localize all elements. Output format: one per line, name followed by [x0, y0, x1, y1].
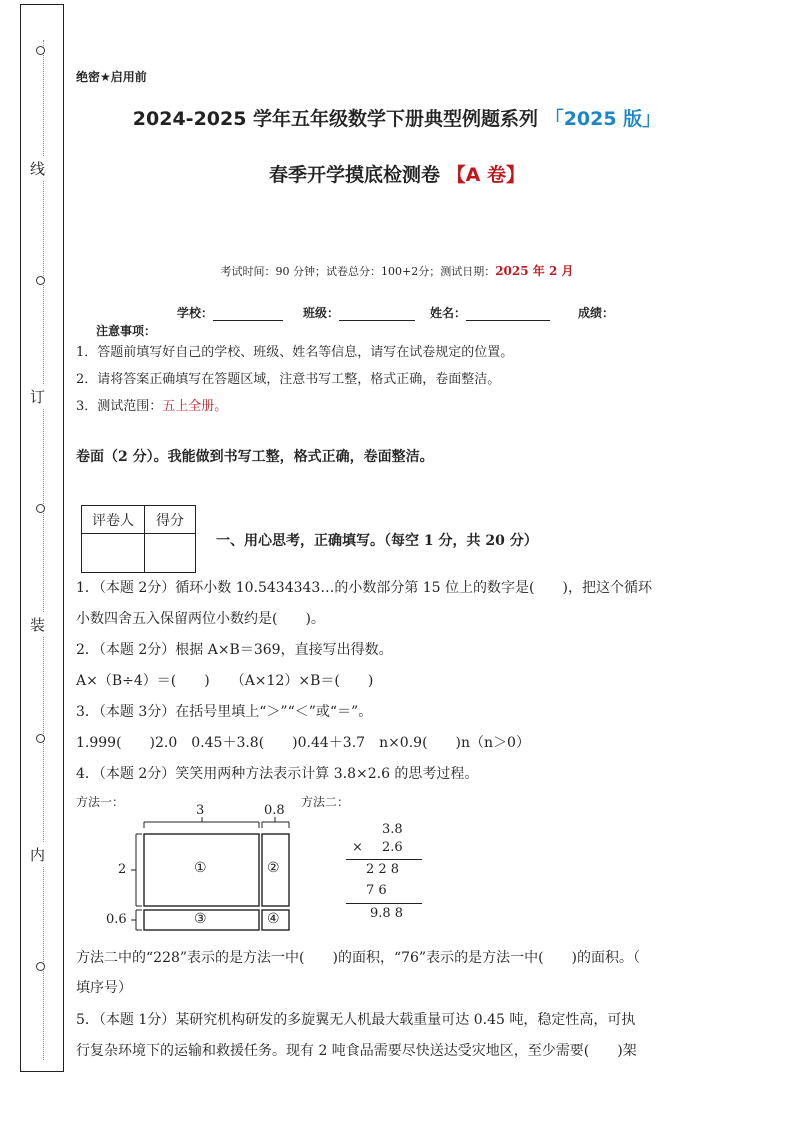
neatness-statement: 卷面（2 分）。我能做到书写工整，格式正确，卷面整洁。: [76, 449, 434, 465]
diagram-region-2: ②: [267, 860, 280, 876]
reviewer-header: 评卷人: [82, 506, 145, 534]
diagram-region-4: ④: [267, 911, 280, 927]
q4-line-3: 填序号）: [76, 980, 132, 996]
binding-char-order: 订: [30, 384, 45, 409]
q2-line-2: A×（B÷4）＝( ) （A×12）×B＝( ): [76, 673, 374, 689]
class-blank[interactable]: [339, 306, 415, 321]
notes-item-2: 2．请将答案正确填写在答题区域，注意书写工整，格式正确，卷面整洁。: [76, 372, 501, 387]
binding-hole-icon: [36, 46, 45, 55]
score-label: 成绩：: [578, 306, 615, 320]
q4-line-2: 方法二中的“228”表示的是方法一中( )的面积，“76”表示的是方法一中( )的面积。（: [76, 950, 641, 966]
name-label: 姓名：: [430, 306, 467, 320]
diagram-top-label-3: 3: [196, 803, 205, 818]
section-1-heading: 一、用心思考，正确填写。（每空 1 分，共 20 分）: [216, 533, 538, 549]
q4-line-1: 4．（本题 2分）笑笑用两种方法表示计算 3.8×2.6 的思考过程。: [76, 766, 479, 782]
calc-times-sign: ×: [352, 840, 363, 855]
notes-item-1: 1．答题前填写好自己的学校、班级、姓名等信息，请写在试卷规定的位置。: [76, 345, 514, 360]
class-field[interactable]: [303, 304, 415, 321]
subtitle-main: 春季开学摸底检测卷: [269, 164, 441, 186]
score-field: [578, 304, 614, 321]
diagram-top-label-0-8: 0.8: [264, 803, 285, 818]
binding-hole-icon: [36, 962, 45, 971]
q1-line-2: 小数四舍五入保留两位小数约是( )。: [76, 611, 325, 627]
diagram-left-label-0-6: 0.6: [106, 912, 127, 927]
notes-item-3: [76, 395, 227, 414]
q5-line-1: 5．（本题 1分）某研究机构研发的多旋翼无人机最大载重量可达 0.45 吨，稳定性高，可执: [76, 1012, 636, 1028]
title-edition-tag: 「2025 版」: [544, 108, 662, 130]
calc-multiplier: 2.6: [382, 840, 403, 855]
score-table: [81, 505, 196, 573]
method-1-label: 方法一：: [76, 795, 125, 809]
exam-info-text: 考试时间：90 分钟；试卷总分：100+2分；测试日期：: [220, 265, 496, 278]
q5-line-2: 行复杂环境下的运输和救援任务。现有 2 吨食品需要尽快送达受灾地区，至少需要( )架: [76, 1043, 637, 1059]
q3-line-2: 1.999( )2.0 0.45＋3.8( )0.44＋3.7 n×0.9( )n（n＞0）: [76, 735, 530, 751]
binding-hole-icon: [36, 734, 45, 743]
secret-label: 绝密★启用前: [76, 70, 147, 84]
notes-title: 注意事项：: [96, 324, 157, 338]
binding-hole-icon: [36, 504, 45, 513]
reviewer-cell[interactable]: [82, 534, 145, 573]
binding-char-inside: 内: [30, 842, 45, 867]
school-field[interactable]: [177, 304, 283, 321]
calc-multiplicand: 3.8: [382, 822, 403, 837]
page-title: [0, 104, 794, 131]
diagram-region-3: ③: [194, 911, 207, 927]
test-scope: 五上全册。: [162, 399, 228, 414]
subtitle-version-tag: 【A 卷】: [446, 164, 525, 186]
diagram-region-1: ①: [194, 860, 207, 876]
name-blank[interactable]: [466, 306, 550, 321]
notes-item-3-prefix: 3．测试范围：: [76, 399, 163, 414]
school-label: 学校：: [177, 306, 214, 320]
exam-info: [0, 262, 794, 279]
method-2-label: 方法二：: [301, 795, 350, 809]
name-field[interactable]: [430, 304, 550, 321]
calc-partial-76: 7 6: [366, 883, 387, 898]
score-cell[interactable]: [145, 534, 196, 573]
calc-rule-1: [346, 859, 422, 860]
binding-char-bind: 装: [30, 612, 45, 637]
binding-char-line: 线: [30, 156, 45, 181]
calc-rule-2: [346, 903, 422, 904]
calc-partial-228: 2 2 8: [366, 862, 400, 877]
q3-line-1: 3．（本题 3分）在括号里填上“＞”“＜”或“＝”。: [76, 704, 373, 720]
binding-dotted-line: [43, 40, 44, 1060]
class-label: 班级：: [303, 306, 340, 320]
title-main: 2024-2025 学年五年级数学下册典型例题系列: [132, 108, 539, 130]
q1-line-1: 1．（本题 2分）循环小数 10.5434343…的小数部分第 15 位上的数字是( )，把这个循环: [76, 580, 652, 596]
diagram-left-label-2: 2: [118, 862, 127, 877]
school-blank[interactable]: [213, 306, 283, 321]
exam-date: 2025 年 2 月: [495, 264, 574, 278]
page-subtitle: [0, 160, 794, 187]
score-header: 得分: [145, 506, 196, 534]
calc-product: 9.8 8: [370, 906, 404, 921]
q2-line-1: 2．（本题 2分）根据 A×B＝369，直接写出得数。: [76, 642, 393, 658]
